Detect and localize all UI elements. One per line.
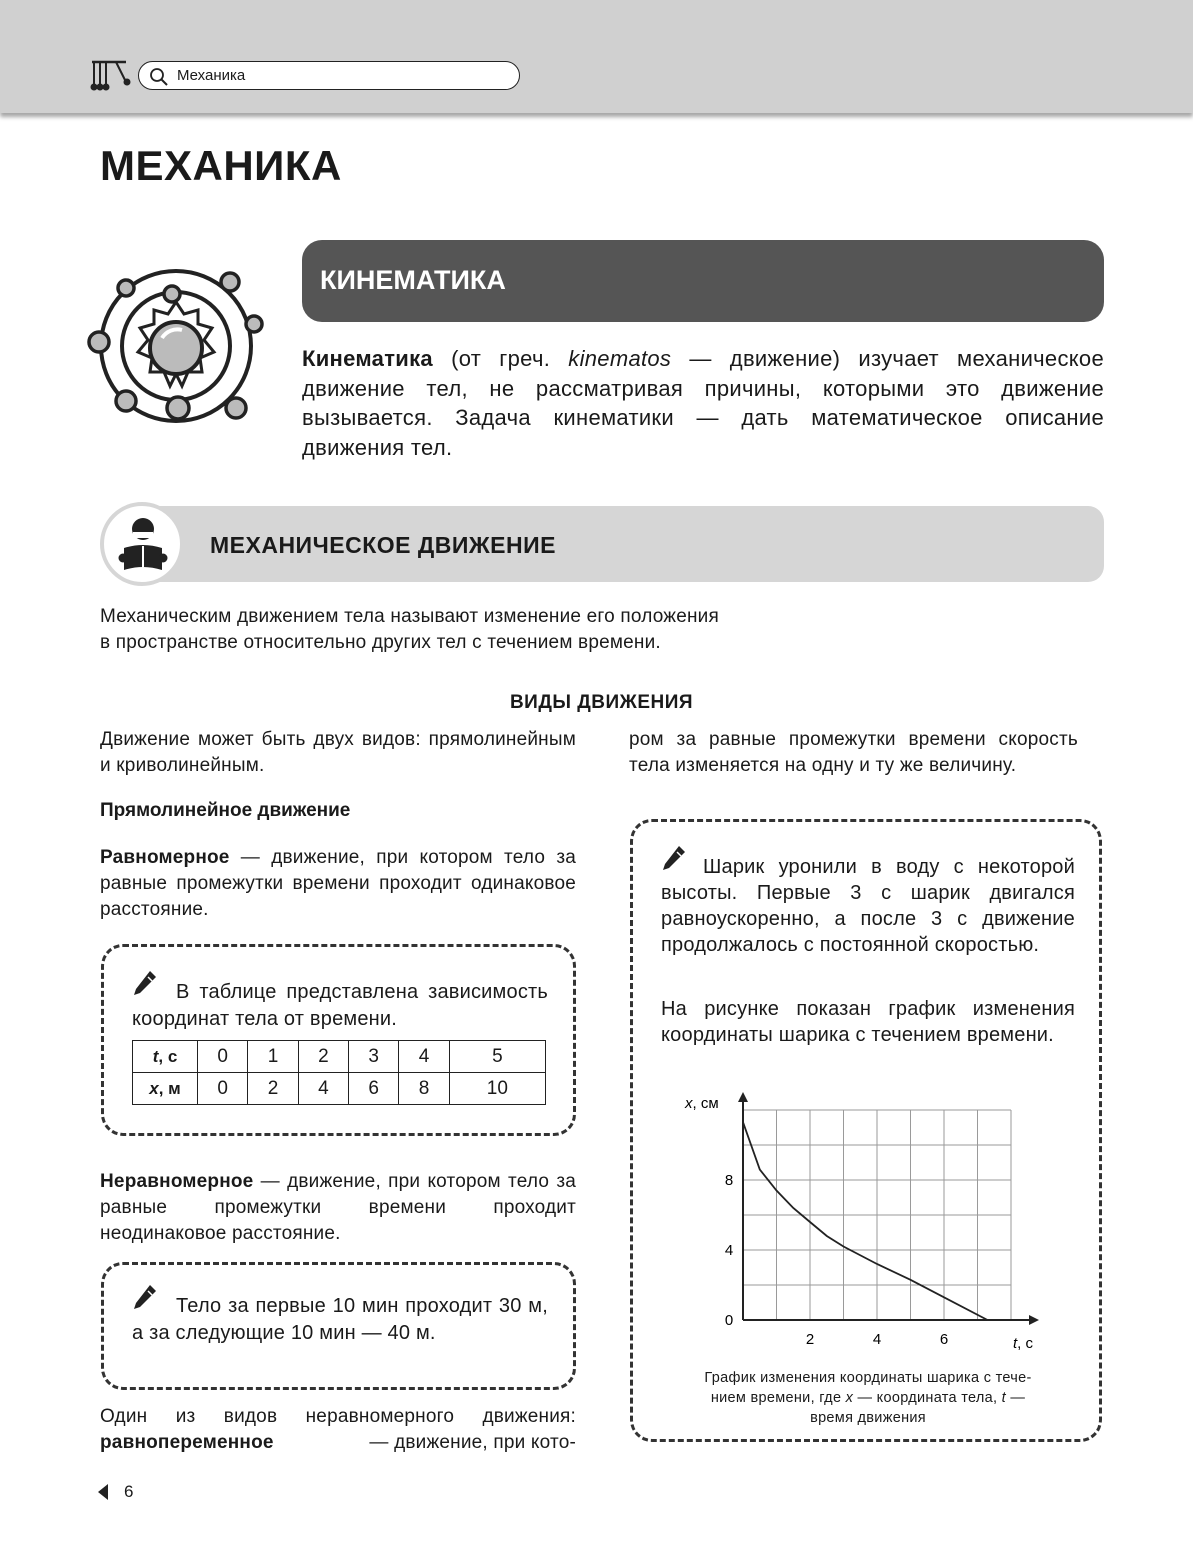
kinematics-term: Кинематика xyxy=(302,346,433,371)
reader-badge xyxy=(100,502,184,586)
y-axis-label: x, см xyxy=(685,1095,719,1112)
chart-caption xyxy=(653,1368,1083,1428)
y-tick-label: 0 xyxy=(724,1312,734,1329)
nonuniform-term: Неравномерное xyxy=(100,1171,254,1192)
kinematics-definition xyxy=(302,344,1104,462)
chart-grid xyxy=(743,1110,1011,1320)
unit-s: , с xyxy=(158,1046,178,1066)
y-axis-arrow-icon xyxy=(738,1092,748,1102)
nonuniform-motion-definition xyxy=(100,1169,576,1247)
straight-motion-heading: Прямолинейное движение xyxy=(100,800,351,821)
table-cell: 5 xyxy=(449,1041,545,1073)
x-axis-label: t, с xyxy=(1013,1335,1034,1352)
table-header-t xyxy=(133,1041,198,1073)
page-marker-icon xyxy=(98,1484,108,1500)
y-tick-label: 8 xyxy=(724,1172,734,1189)
kinematics-text-b: — движение) изучает механическое движение тел, не рассматривая причины, которыми это движение вызывается. Задача кинематики — дать математическое описание движения тел. xyxy=(302,346,1104,460)
mechanical-motion-header xyxy=(140,506,1104,582)
var-x: x xyxy=(149,1078,159,1098)
kinematics-text-a: (от греч. xyxy=(432,346,569,371)
uniform-term: Равномерное xyxy=(100,847,230,868)
table-cell: 2 xyxy=(298,1041,348,1073)
unit-m: , м xyxy=(158,1078,181,1098)
table-cell: 10 xyxy=(449,1073,545,1105)
series-line xyxy=(743,1122,988,1320)
table-cell: 0 xyxy=(198,1041,248,1073)
table-cell: 4 xyxy=(399,1041,449,1073)
example3-text-2: На рисунке показан график изменения координаты шарика с течением времени. xyxy=(661,998,1075,1046)
example-box-table xyxy=(101,944,576,1136)
coordinate-time-chart xyxy=(673,1084,1073,1354)
table-cell: 6 xyxy=(349,1073,399,1105)
search-bar[interactable] xyxy=(138,61,520,90)
types-intro: Движение может быть двух видов: прямолинейным и криволинейным. xyxy=(100,729,576,776)
kinematics-title: КИНЕМАТИКА xyxy=(320,265,506,295)
table-cell: 4 xyxy=(298,1073,348,1105)
header-band xyxy=(0,0,1193,113)
variable-line-1: Один из видов неравномерного движения: xyxy=(100,1406,576,1427)
caption-line-1: График изменения координаты шарика с тече- xyxy=(704,1370,1032,1386)
y-tick-label: 4 xyxy=(724,1242,734,1259)
x-tick-label: 2 xyxy=(805,1331,815,1348)
example3-text-1: Шарик уронили в воду с некоторой высоты. Первые 3 с шарик двигался равноускоренно, а после 3 с движение продолжалось с постоянной скоростью. xyxy=(661,856,1075,956)
variable-line-2 xyxy=(100,1430,576,1456)
table-row xyxy=(133,1041,546,1073)
mechanical-motion-title: МЕХАНИЧЕСКОЕ ДВИЖЕНИЕ xyxy=(210,532,556,558)
definition-line-2: в пространстве относительно других тел с течением времени. xyxy=(100,632,661,653)
search-icon xyxy=(149,67,169,87)
table-cell: 2 xyxy=(248,1073,298,1105)
variable-term: равнопеременное xyxy=(100,1432,274,1453)
definition-line-1: Механическим движением тела называют изменение его положения xyxy=(100,606,719,627)
x-tick-label: 6 xyxy=(939,1331,949,1348)
kinematics-header xyxy=(302,240,1104,322)
reader-icon xyxy=(118,516,168,574)
caption-line-2: нием времени, где x — координата тела, t — xyxy=(710,1390,1026,1406)
var-t: t xyxy=(152,1046,159,1066)
newtons-cradle-logo-icon xyxy=(90,60,132,92)
example1-text: В таблице представлена зависимость координат тела от времени. xyxy=(132,981,548,1030)
table-cell: 1 xyxy=(248,1041,298,1073)
coordinate-table xyxy=(132,1040,546,1105)
atom-icon xyxy=(86,266,266,446)
mechanical-motion-definition xyxy=(100,604,719,656)
uniform-text: — движение, при котором тело за равные промежутки времени проходит одинаковое расстояние. xyxy=(100,847,576,920)
x-tick-label: 4 xyxy=(872,1331,882,1348)
example2-text: Тело за первые 10 мин проходит 30 м, а за следующие 10 мин — 40 м. xyxy=(132,1295,548,1344)
kinematics-foreign-word: kinematos xyxy=(568,346,672,371)
table-row xyxy=(133,1073,546,1105)
variable-motion-continuation: ром за равные промежутки времени скорость тела изменяется на одну и ту же величину. xyxy=(629,729,1078,776)
uniform-motion-definition xyxy=(100,845,576,923)
table-cell: 0 xyxy=(198,1073,248,1105)
variable-motion-definition xyxy=(100,1404,576,1456)
caption-line-3: время движения xyxy=(810,1410,926,1426)
example-box-distance xyxy=(101,1262,576,1390)
table-header-x xyxy=(133,1073,198,1105)
table-cell: 3 xyxy=(349,1041,399,1073)
page-number: 6 xyxy=(124,1482,134,1501)
page-title: МЕХАНИКА xyxy=(100,142,342,189)
search-input[interactable]: Механика xyxy=(177,67,246,84)
table-cell: 8 xyxy=(399,1073,449,1105)
x-axis-arrow-icon xyxy=(1029,1315,1039,1325)
example-box-chart xyxy=(630,819,1102,1442)
nonuniform-text: — движение, при котором тело за равные промежутки времени проходит неодинаковое расстояние. xyxy=(100,1171,576,1244)
variable-text: — движение, при кото- xyxy=(369,1432,576,1453)
types-heading: ВИДЫ ДВИЖЕНИЯ xyxy=(509,692,694,713)
